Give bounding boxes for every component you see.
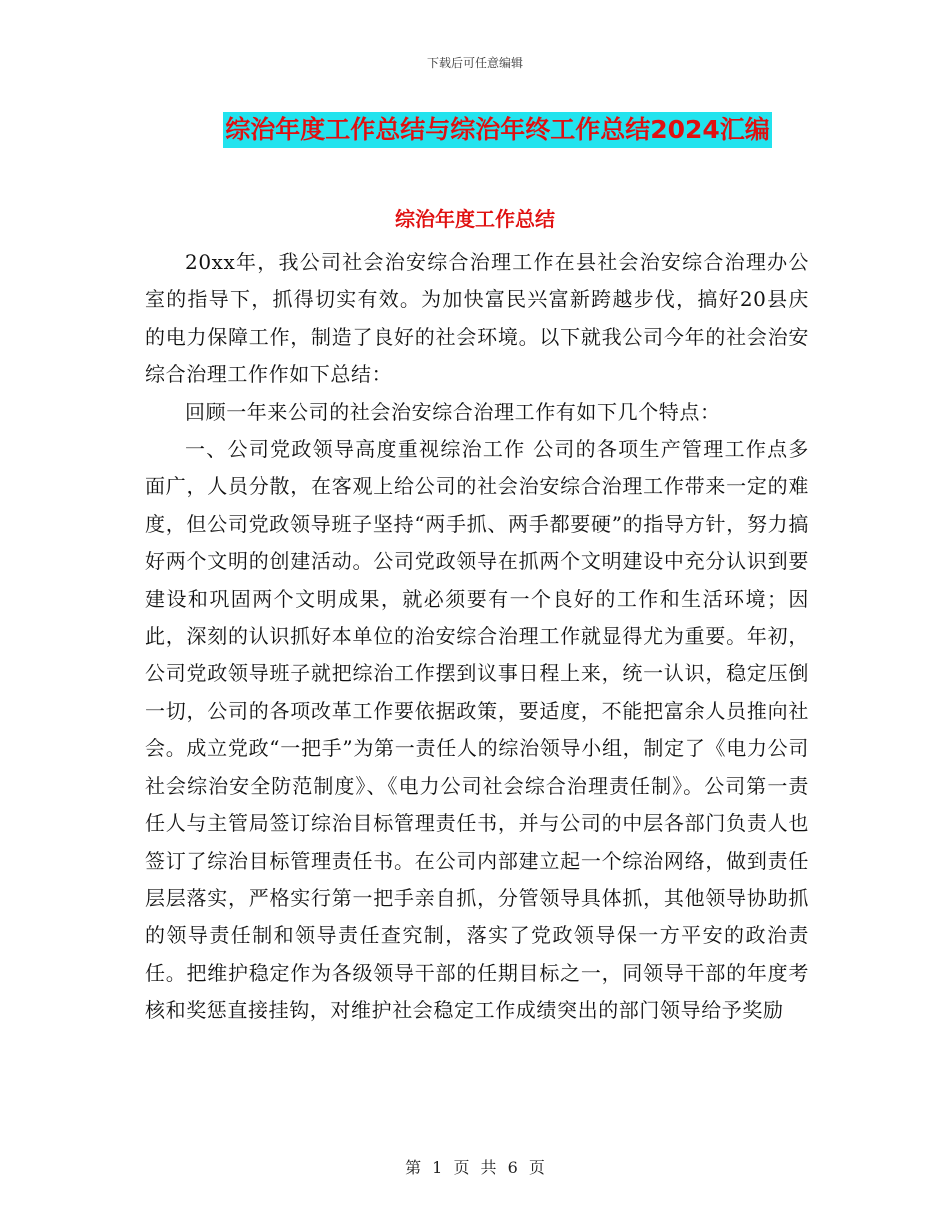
section-title: 综治年度工作总结 (395, 207, 555, 231)
page-footer: 第 1 页 共 6 页 (405, 1158, 545, 1177)
header-note: 下载后可任意编辑 (426, 56, 523, 70)
paragraph-3: 一、公司党政领导高度重视综治工作 公司的各项生产管理工作点多面广，人员分散，在客观上给公司的社会治安综合治理工作带来一定的难度，但公司党政领导班子坚持“两手抓、两手都要硬”的指导方针，努力搞好两个文明的创建活动。公司党政领导在抓两个文明建设中充分认识到要建设和巩固两个文明成果，就必须要有一个良好的工作和生活环境；因此，深刻的认识抓好本单位的治安综合治理工作就显得尤为重要。年初，公司党政领导班子就把综治工作摆到议事日程上来，统一认识，稳定压倒一切，公司的各项改革工作要依据政策，要适度，不能把富余人员推向社会。成立党政“一把手”为第一责任人的综治领导小组，制定了《电力公司社会综治安全防范制度》、《电力公司社会综合治理责任制》。公司第一责任人与主管局签订综治目标管理责任书，并与公司的中层各部门负责人也签订了综治目标管理责任书。在公司内部建立起一个综治网络，做到责任层层落实，严格实行第一把手亲自抓，分管领导具体抓，其他领导协助抓的领导责任制和领导责任查究制，落实了党政领导保一方平安的政治责任。把维护稳定作为各级领导干部的任期目标之一，同领导干部的年度考核和奖惩直接挂钩，对维护社会稳定工作成绩突出的部门领导给予奖励 (145, 437, 809, 1023)
main-title: 综治年度工作总结与综治年终工作总结2024汇编 (223, 112, 772, 148)
paragraph-1: 20xx年，我公司社会治安综合治理工作在县社会治安综合治理办公室的指导下，抓得切实有效。为加快富民兴富新跨越步伐，搞好20县庆的电力保障工作，制造了良好的社会环境。以下就我公司今年的社会治安综合治理工作作如下总结： (145, 250, 809, 387)
document-body (145, 244, 809, 1030)
main-title-container (0, 112, 950, 148)
paragraph-2: 回顾一年来公司的社会治安综合治理工作有如下几个特点： (185, 399, 721, 424)
